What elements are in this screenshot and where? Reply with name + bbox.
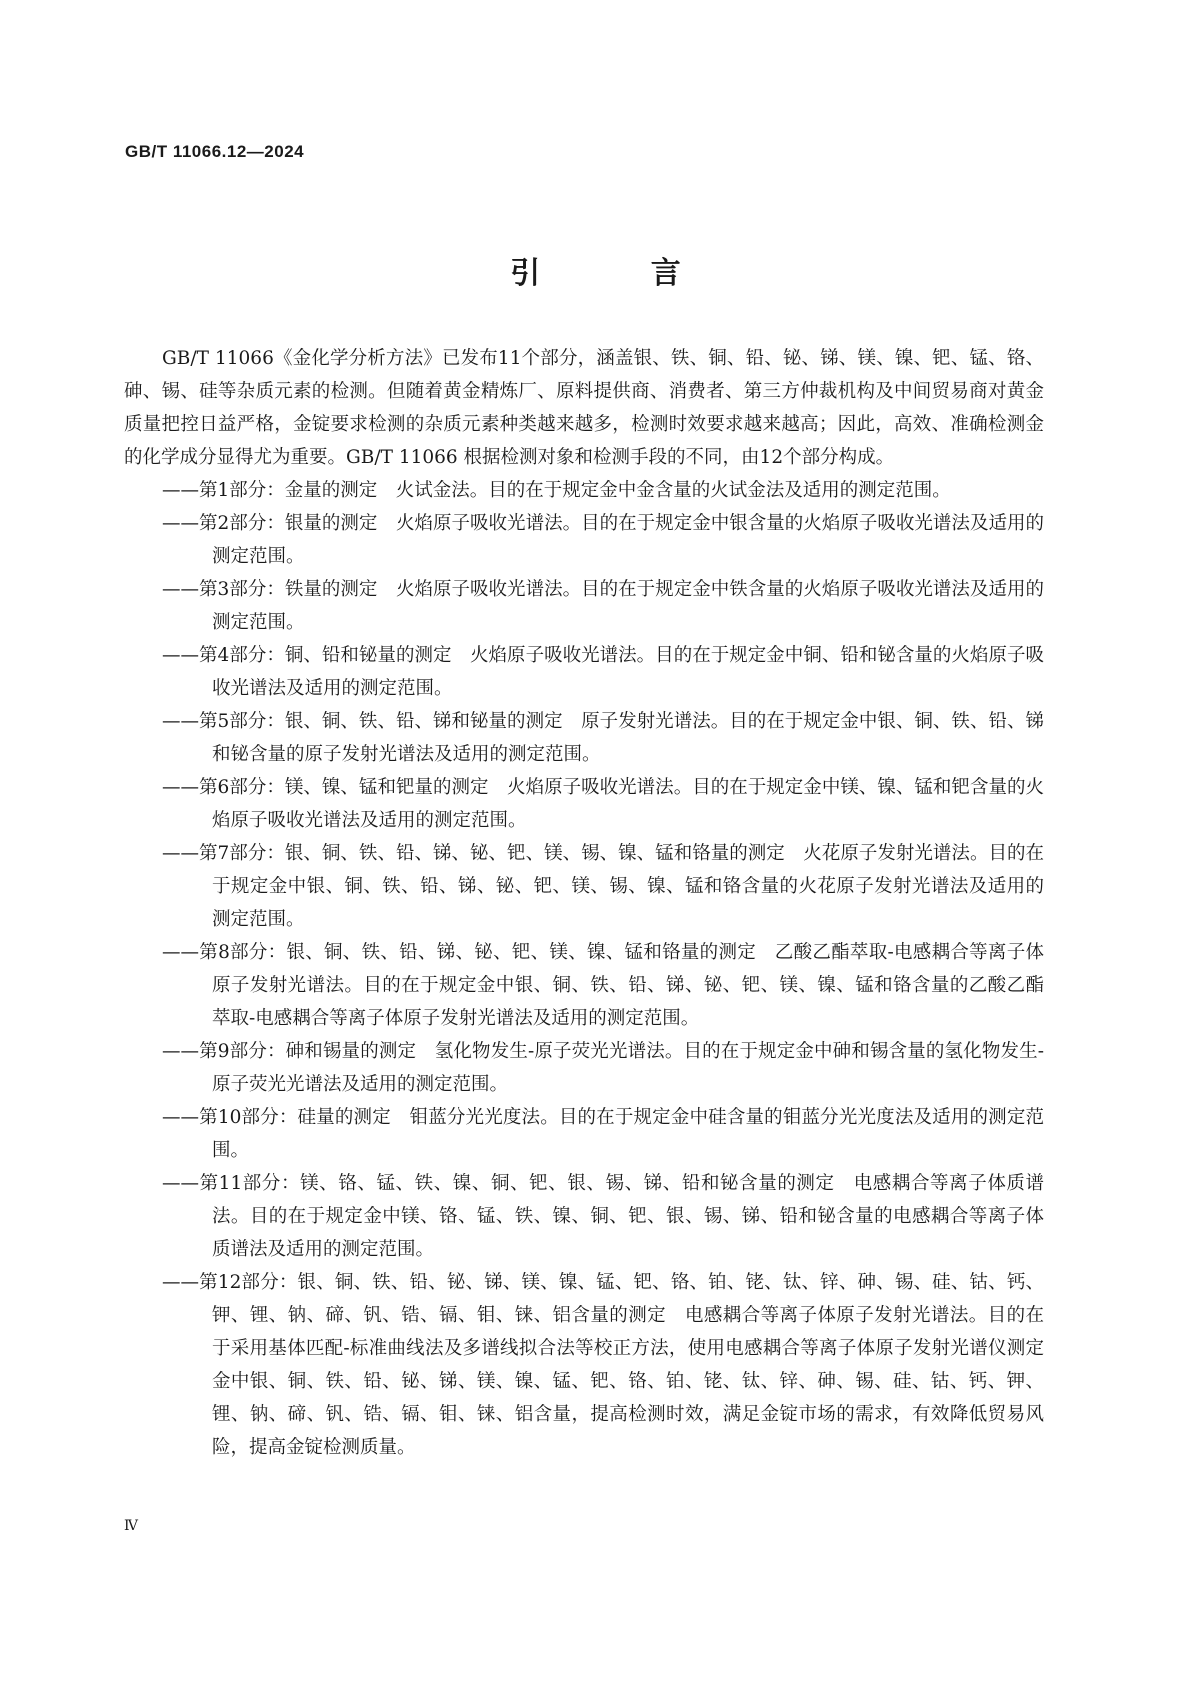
list-item: ——第5部分：银、铜、铁、铅、锑和铋量的测定 原子发射光谱法。目的在于规定金中银、铜、铁、铅、锑和铋含量的原子发射光谱法及适用的测定范围。 <box>162 711 1044 765</box>
list-item: ——第8部分：银、铜、铁、铅、锑、铋、钯、镁、镍、锰和铬量的测定 乙酸乙酯萃取-电感耦合等离子体原子发射光谱法。目的在于规定金中银、铜、铁、铅、锑、铋、钯、镁、镍、锰和铬含量的乙酸乙酯萃取-电感耦合等离子体原子发射光谱法及适用的测定范围。 <box>162 942 1044 1029</box>
page-number: Ⅳ <box>124 1518 138 1534</box>
list-item: ——第4部分：铜、铅和铋量的测定 火焰原子吸收光谱法。目的在于规定金中铜、铅和铋含量的火焰原子吸收光谱法及适用的测定范围。 <box>162 645 1044 699</box>
list-item: ——第6部分：镁、镍、锰和钯量的测定 火焰原子吸收光谱法。目的在于规定金中镁、镍、锰和钯含量的火焰原子吸收光谱法及适用的测定范围。 <box>162 777 1044 831</box>
list-item: ——第9部分：砷和锡量的测定 氢化物发生-原子荧光光谱法。目的在于规定金中砷和锡含量的氢化物发生-原子荧光光谱法及适用的测定范围。 <box>162 1041 1044 1095</box>
document-body <box>124 342 1044 1464</box>
list-item: ——第3部分：铁量的测定 火焰原子吸收光谱法。目的在于规定金中铁含量的火焰原子吸收光谱法及适用的测定范围。 <box>162 579 1044 633</box>
list-item: ——第2部分：银量的测定 火焰原子吸收光谱法。目的在于规定金中银含量的火焰原子吸收光谱法及适用的测定范围。 <box>162 513 1044 567</box>
list-item: ——第10部分：硅量的测定 钼蓝分光光度法。目的在于规定金中硅含量的钼蓝分光光度法及适用的测定范围。 <box>162 1107 1044 1161</box>
page-title: 引 言 <box>510 256 731 291</box>
list-item: ——第7部分：银、铜、铁、铅、锑、铋、钯、镁、锡、镍、锰和铬量的测定 火花原子发射光谱法。目的在于规定金中银、铜、铁、铅、锑、铋、钯、镁、锡、镍、锰和铬含量的火花原子发射光谱法及适用的测定范围。 <box>162 843 1044 930</box>
list-item: ——第11部分：镁、铬、锰、铁、镍、铜、钯、银、锡、锑、铅和铋含量的测定 电感耦合等离子体质谱法。目的在于规定金中镁、铬、锰、铁、镍、铜、钯、银、锡、锑、铅和铋含量的电感耦合等离子体质谱法及适用的测定范围。 <box>162 1173 1044 1260</box>
intro-paragraph: GB/T 11066《金化学分析方法》已发布11个部分，涵盖银、铁、铜、铅、铋、锑、镁、镍、钯、锰、铬、砷、锡、硅等杂质元素的检测。但随着黄金精炼厂、原料提供商、消费者、第三方仲裁机构及中间贸易商对黄金质量把控日益严格，金锭要求检测的杂质元素种类越来越多，检测时效要求越来越高；因此，高效、准确检测金的化学成分显得尤为重要。GB/T 11066 根据检测对象和检测手段的不同，由12个部分构成。 <box>124 348 1044 468</box>
list-item: ——第12部分：银、铜、铁、铅、铋、锑、镁、镍、锰、钯、铬、铂、铑、钛、锌、砷、锡、硅、钴、钙、钾、锂、钠、碲、钒、锆、镉、钼、铼、铝含量的测定 电感耦合等离子体原子发射光谱法。目的在于采用基体匹配-标准曲线法及多谱线拟合法等校正方法，使用电感耦合等离子体原子发射光谱仪测定金中银、铜、铁、铅、铋、锑、镁、镍、锰、钯、铬、铂、铑、钛、锌、砷、锡、硅、钴、钙、钾、锂、钠、碲、钒、锆、镉、钼、铼、铝含量，提高检测时效，满足金锭市场的需求，有效降低贸易风险，提高金锭检测质量。 <box>162 1272 1044 1458</box>
list-item: ——第1部分：金量的测定 火试金法。目的在于规定金中金含量的火试金法及适用的测定范围。 <box>162 480 951 501</box>
standard-number: GB/T 11066.12—2024 <box>125 142 305 161</box>
